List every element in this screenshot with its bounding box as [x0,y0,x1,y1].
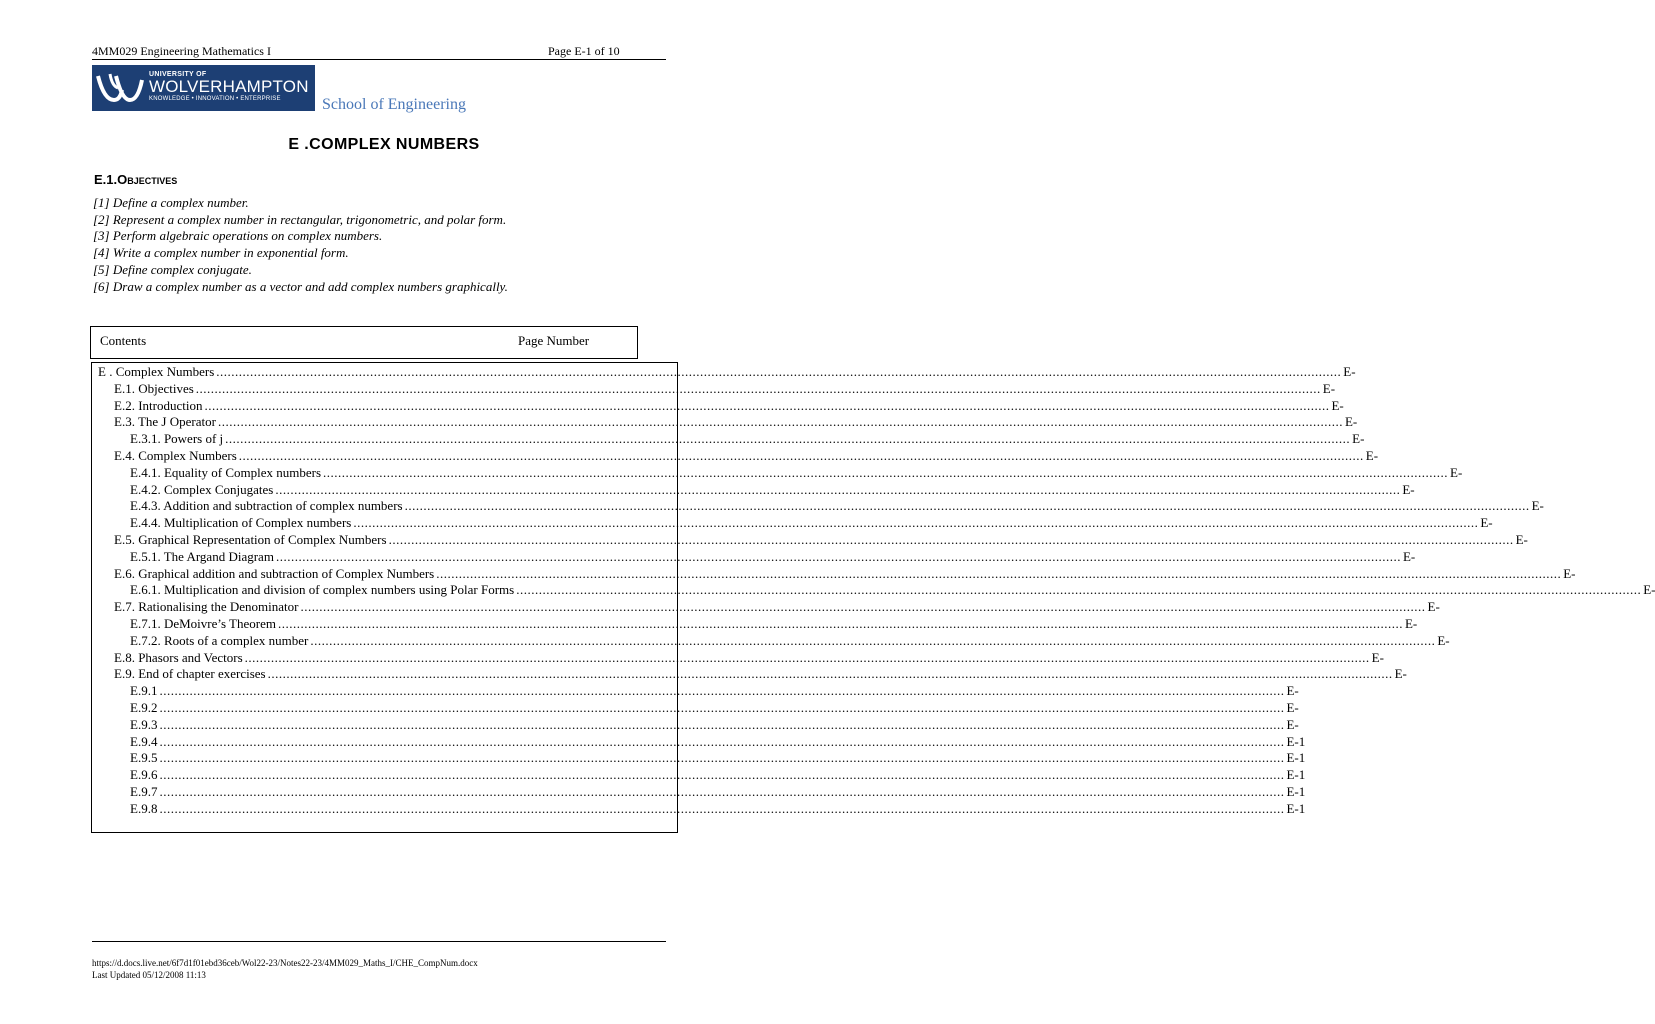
logo-line-2: WOLVERHAMPTON [149,77,309,96]
toc-entry-page: E- [1515,532,1528,547]
footer-last-updated: Last Updated 05/12/2008 11:13 [92,970,206,980]
toc-entry[interactable] [130,616,1418,633]
toc-entry[interactable] [130,548,1416,566]
toc-dot-leader: ............................................................................................................................................................................................................................................................................................................ [159,800,1285,816]
toc-entry-label: E.9.3 [130,716,158,732]
toc-dot-leader: ............................................................................................................................................................................................................................................................................................................ [217,414,1343,430]
toc-entry[interactable] [114,380,1336,398]
toc-entry-label: E.4. Complex Numbers [114,448,237,463]
university-logo-mark-icon [96,70,144,106]
toc-entry-page: E- [1365,448,1379,463]
toc-entry[interactable] [130,431,1365,448]
toc-entry[interactable] [130,481,1415,499]
toc-entry[interactable] [130,632,1450,650]
toc-entry[interactable] [130,800,1306,818]
toc-entry-label: E.9.8 [130,800,158,816]
toc-entry-label: E.4.3. Addition and subtraction of complex numbers [130,498,403,514]
toc-dot-leader: ............................................................................................................................................................................................................................................................................................................ [238,448,1364,463]
toc-entry-page: E- [1480,515,1493,531]
toc-entry[interactable] [130,733,1306,751]
toc-dot-leader: ............................................................................................................................................................................................................................................................................................................ [267,666,1393,682]
toc-entry-label: E.3. The J Operator [114,414,216,430]
toc-entry[interactable] [130,784,1306,801]
toc-entry-page: E- [1402,548,1416,564]
toc-entry[interactable] [130,683,1299,700]
toc-entry-page: E- [1343,364,1356,379]
toc-entry-label: E.7.1. DeMoivre’s Theorem [130,616,276,631]
header-rule [92,59,666,60]
objective-item: [6] Draw a complex number as a vector and add complex numbers graphically. [93,278,508,294]
toc-dot-leader: ............................................................................................................................................................................................................................................................................................................ [516,582,1642,598]
toc-entry-label: E.1. Objectives [114,380,194,396]
objectives-list [93,195,508,295]
toc-entry[interactable] [130,582,1655,599]
toc-entry-label: E.9.7 [130,784,158,799]
objective-item: [4] Write a complex number in exponential form. [93,245,349,261]
objective-item: [5] Define complex conjugate. [93,261,252,277]
toc-dot-leader: ............................................................................................................................................................................................................................................................................................................ [277,616,1403,631]
table-of-contents [91,362,1655,833]
logo-line-3: KNOWLEDGE • INNOVATION • ENTERPRISE [149,96,281,102]
toc-dot-leader: ............................................................................................................................................................................................................................................................................................................ [159,750,1285,766]
toc-entry-page: E-1 [1286,750,1306,766]
toc-entry-label: E.6.1. Multiplication and division of complex numbers using Polar Forms [130,582,515,598]
contents-label: Contents [100,333,147,348]
toc-entry[interactable] [114,414,1358,431]
toc-dot-leader: ............................................................................................................................................................................................................................................................................................................ [159,733,1285,749]
toc-entry[interactable] [130,767,1306,784]
toc-entry-page: E- [1427,599,1440,615]
toc-dot-leader: ............................................................................................................................................................................................................................................................................................................ [244,649,1370,665]
toc-entry-label: E.7.2. Roots of a complex number [130,632,309,648]
toc-entry-page: E- [1404,616,1418,631]
toc-entry-page: E- [1402,481,1415,497]
toc-entry-label: E.4.1. Equality of Complex numbers [130,464,322,480]
toc-entry-page: E- [1371,649,1384,665]
toc-dot-leader: ............................................................................................................................................................................................................................................................................................................ [436,565,1562,581]
contents-header-box [90,326,638,359]
toc-entry-label: E.3.1. Powers of j [130,431,224,447]
toc-entry-page: E-1 [1286,800,1306,816]
toc-entry-label: E.4.4. Multiplication of Complex numbers [130,515,352,531]
footer-rule [92,941,666,942]
page-number-label: Page Number [518,333,590,348]
header-page-number: Page E-1 of 10 [548,44,620,58]
toc-entry-page: E- [1531,498,1544,514]
toc-entry-page: E-1 [1286,733,1306,749]
toc-entry-label: E.2. Introduction [114,397,203,413]
chapter-title: E .COMPLEX NUMBERS [288,136,480,153]
toc-dot-leader: ............................................................................................................................................................................................................................................................................................................ [159,716,1285,732]
toc-entry-label: E.9.2 [130,700,158,715]
toc-entry-page: E- [1437,632,1450,648]
university-logo [92,65,315,111]
toc-entry-page: E- [1450,464,1463,480]
toc-entry[interactable] [114,666,1407,683]
toc-entry-label: E.5. Graphical Representation of Complex Numbers [114,532,387,547]
toc-entry-label: E.9.5 [130,750,158,766]
objective-item: [1] Define a complex number. [93,195,249,210]
toc-entry-page: E- [1286,700,1299,715]
toc-entry[interactable] [114,397,1344,415]
toc-entry-label: E.8. Phasors and Vectors [114,649,243,665]
toc-entry-page: E- [1286,716,1299,732]
toc-entry-page: E-1 [1286,784,1306,799]
toc-entry-label: E.7. Rationalising the Denominator [114,599,299,615]
logo-line-1: UNIVERSITY OF [149,71,207,78]
school-name: School of Engineering [322,96,466,113]
toc-dot-leader: ............................................................................................................................................................................................................................................................................................................ [323,464,1449,480]
toc-entry-page: E-1 [1286,767,1306,783]
objectives-number: E.1. [94,172,118,187]
toc-entry-label: E.9.4 [130,733,158,749]
toc-entry-label: E.4.2. Complex Conjugates [130,481,274,497]
toc-entry-page: E- [1322,380,1336,396]
toc-dot-leader: ............................................................................................................................................................................................................................................................................................................ [159,784,1285,799]
toc-dot-leader: ............................................................................................................................................................................................................................................................................................................ [225,431,1351,447]
toc-entry-page: E- [1331,397,1344,413]
toc-entry[interactable] [114,532,1528,549]
toc-dot-leader: ............................................................................................................................................................................................................................................................................................................ [404,498,1530,514]
toc-dot-leader: ............................................................................................................................................................................................................................................................................................................ [353,515,1479,531]
toc-entry-page: E- [1286,683,1299,699]
objective-item: [2] Represent a complex number in rectangular, trigonometric, and polar form. [93,211,507,227]
toc-dot-leader: ............................................................................................................................................................................................................................................................................................................ [275,548,1401,564]
toc-entry[interactable] [114,599,1440,616]
toc-dot-leader: ............................................................................................................................................................................................................................................................................................................ [310,632,1436,648]
toc-entry-label: E.9.6 [130,767,158,783]
toc-dot-leader: ............................................................................................................................................................................................................................................................................................................ [388,532,1514,547]
objective-item: [3] Perform algebraic operations on complex numbers. [93,228,383,244]
toc-dot-leader: ............................................................................................................................................................................................................................................................................................................ [159,683,1285,699]
footer-file-path: https://d.docs.live.net/6f7d1f01ebd36ceb/Wol22-23/Notes22-23/4MM029_Maths_I/CHE_CompNum.docx [92,958,478,968]
toc-entry[interactable] [130,498,1544,515]
toc-entry-label: E.6. Graphical addition and subtraction of Complex Numbers [114,565,435,581]
toc-entry-label: E.9.1 [130,683,158,699]
toc-entry-page: E- [1563,565,1576,581]
toc-entry-label: E . Complex Numbers [98,364,215,379]
toc-entry[interactable] [114,448,1379,465]
toc-dot-leader: ............................................................................................................................................................................................................................................................................................................ [216,364,1342,379]
toc-dot-leader: ............................................................................................................................................................................................................................................................................................................ [204,397,1330,413]
toc-entry[interactable] [130,464,1463,482]
toc-dot-leader: ............................................................................................................................................................................................................................................................................................................ [275,481,1401,497]
toc-entry-page: E- [1344,414,1358,430]
toc-entry[interactable] [98,364,1356,381]
toc-entry[interactable] [130,700,1299,717]
toc-entry[interactable] [130,716,1299,734]
toc-entry[interactable] [130,515,1493,532]
toc-dot-leader: ............................................................................................................................................................................................................................................................................................................ [300,599,1426,615]
toc-entry-label: E.9. End of chapter exercises [114,666,266,682]
toc-entry[interactable] [130,750,1306,767]
toc-entry[interactable] [114,565,1576,583]
toc-entry-page: E- [1394,666,1407,682]
toc-entry[interactable] [114,649,1384,667]
toc-entry-label: E.5.1. The Argand Diagram [130,548,274,564]
objectives-heading-text: Objectives [117,172,178,187]
toc-entry-page: E- [1643,582,1655,598]
toc-entry-page: E- [1352,431,1365,447]
header-course: 4MM029 Engineering Mathematics I [92,44,271,58]
toc-dot-leader: ............................................................................................................................................................................................................................................................................................................ [159,767,1285,783]
toc-dot-leader: ............................................................................................................................................................................................................................................................................................................ [159,700,1285,715]
objectives-heading [94,172,177,187]
toc-dot-leader: ............................................................................................................................................................................................................................................................................................................ [195,380,1321,396]
